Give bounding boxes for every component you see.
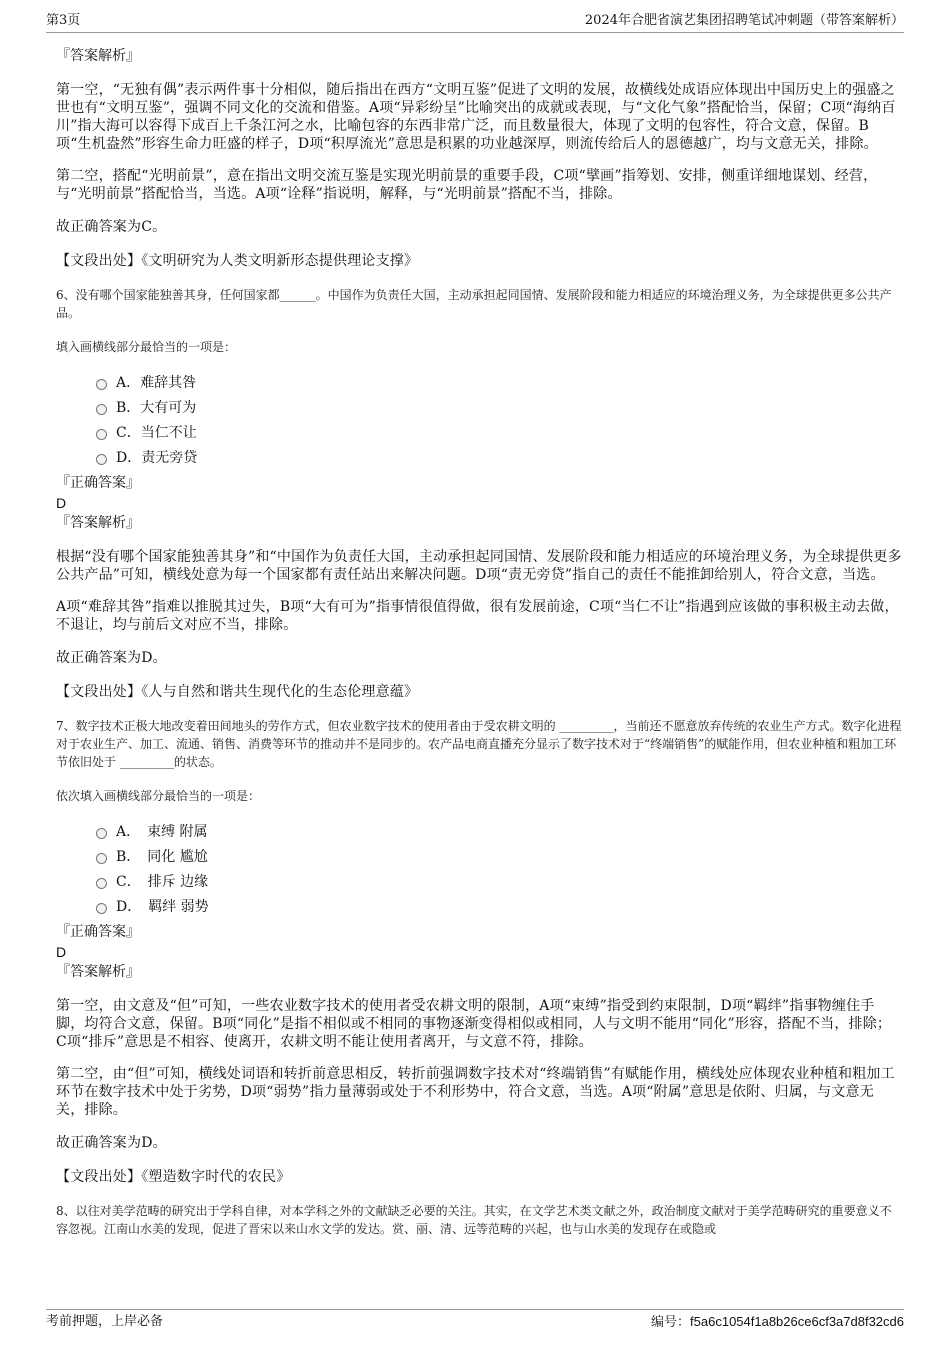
radio-icon[interactable] [96,454,107,465]
page-header [46,12,904,33]
radio-icon[interactable] [96,404,107,415]
analysis-paragraph: 第二空，由“但”可知，横线处词语和转折前意思相反，转折前强调数字技术对“终端销售”有赋能作用，横线处应体现农业种植和粗加工环节在数字技术中处于劣势，D项“弱势”指力量薄弱或处于不利形势中，符合文意，当选。A项“附属”意思是依附、归属，与文意无关，排除。 [56,1066,895,1118]
radio-icon[interactable] [96,878,107,889]
option-a[interactable]: A． 束缚 附属 [56,820,902,845]
conclusion: 故正确答案为D。 [56,650,167,666]
analysis-paragraph: A项“难辞其咎”指难以推脱其过失，B项“大有可为”指事情很值得做，很有发展前途，C项“当仁不让”指遇到应该做的事积极主动去做，不退让，均与前后文对应不当，排除。 [56,599,899,633]
radio-icon[interactable] [96,903,107,914]
question-stem: 8、以往对美学范畴的研究出于学科自律，对本学科之外的文献缺乏必要的关注。其实，在文学艺术类文献之外，政治制度文献对于美学范畴研究的重要意义不容忽视。江南山水美的发现，促进了晋宋以来山水文学的发达。赏、丽、清、远等范畴的兴起，也与山水美的发现存在或隐或 [56,1204,892,1236]
correct-answer-label: 『正确答案』 [56,475,140,491]
radio-icon[interactable] [96,379,107,390]
page-number: 第3页 [46,13,81,28]
correct-answer: D [56,944,67,960]
document-title: 2024年合肥省演艺集团招聘笔试冲刺题（带答案解析） [584,13,904,28]
analysis-label: 『答案解析』 [56,964,140,980]
source: 【文段出处】《人与自然和谐共生现代化的生态伦理意蕴》 [56,684,419,700]
source: 【文段出处】《塑造数字时代的农民》 [56,1169,291,1185]
page-footer [46,1309,904,1332]
correct-answer-label: 『正确答案』 [56,924,140,940]
question-stem: 6、没有哪个国家能独善其身，任何国家都______。中国作为负责任大国，主动承担起同国情、发展阶段和能力相适应的环境治理义务，为全球提供更多公共产品。 [56,288,892,320]
question-prompt: 填入画横线部分最恰当的一项是： [56,340,237,354]
page-content [56,40,902,1238]
document-code: 编号：f5a6c1054f1a8b26ce6cf3a7d8f32cd6 [651,1314,904,1330]
radio-icon[interactable] [96,853,107,864]
option-b[interactable]: B．大有可为 [56,396,902,421]
option-a[interactable]: A．难辞其咎 [56,371,902,396]
option-b[interactable]: B． 同化 尴尬 [56,845,902,870]
analysis-label: 『答案解析』 [56,48,140,64]
analysis-paragraph: 第二空，搭配“光明前景”，意在指出文明交流互鉴是实现光明前景的重要手段，C项“擘画”指筹划、安排，侧重详细地谋划、经营，与“光明前景”搭配恰当，当选。A项“诠释”指说明，解释，与“光明前景”搭配不当，排除。 [56,168,878,202]
question-prompt: 依次填入画横线部分最恰当的一项是： [56,789,261,803]
conclusion: 故正确答案为D。 [56,1135,167,1151]
option-c[interactable]: C．当仁不让 [56,421,902,446]
footer-slogan: 考前押题，上岸必备 [46,1314,164,1329]
radio-icon[interactable] [96,828,107,839]
option-d[interactable]: D．责无旁贷 [56,446,902,471]
radio-icon[interactable] [96,429,107,440]
option-d[interactable]: D． 羁绊 弱势 [56,895,902,920]
options-list [56,820,902,920]
analysis-paragraph: 第一空，“无独有偶”表示两件事十分相似，随后指出在西方“文明互鉴”促进了文明的发展，故横线处成语应体现出中国历史上的强盛之世也有“文明互鉴”，强调不同文化的交流和借鉴。A项“异彩纷呈”比喻突出的成就或表现，与“文化气象”搭配恰当，保留；C项“海纳百川”指大海可以容得下成百上千条江河之水，比喻包容的东西非常广泛，而且数量很大，体现了文明的包容性，符合文意，保留。B项“生机盎然”形容生命力旺盛的样子，D项“积厚流光”意思是积累的功业越深厚，则流传给后人的恩德越广，均与文意无关，排除。 [56,82,896,152]
correct-answer: D [56,495,67,511]
question-stem: 7、数字技术正极大地改变着田间地头的劳作方式，但农业数字技术的使用者由于受农耕文明的 _________，当前还不愿意放弃传统的农业生产方式。数字化进程对于农业生产、加工、流通、销售、消费等环节的推动并不是同步的。农产品电商直播充分显示了数字技术对于“终端销售”的赋能作用，但农业种植和粗加工环节依旧处于 _________的状态。 [56,719,902,769]
options-list [56,371,902,471]
source: 【文段出处】《文明研究为人类文明新形态提供理论支撑》 [56,253,419,269]
conclusion: 故正确答案为C。 [56,219,167,235]
analysis-paragraph: 第一空，由文意及“但”可知，一些农业数字技术的使用者受农耕文明的限制，A项“束缚”指受到约束限制，D项“羁绊”指事物缠住手脚，均符合文意，保留。B项“同化”是指不相似或不相同的事物逐渐变得相似或相同，人与文明不能用“同化”形容，搭配不当，排除；C项“排斥”意思是不相容、使离开，农耕文明不能让使用者离开，与文意不符，排除。 [56,998,892,1050]
analysis-paragraph: 根据“没有哪个国家能独善其身”和“中国作为负责任大国，主动承担起同国情、发展阶段和能力相适应的环境治理义务，为全球提供更多公共产品”可知，横线处意为每一个国家都有责任站出来解决问题。D项“责无旁贷”指自己的责任不能推卸给别人，符合文意，当选。 [56,549,902,583]
option-c[interactable]: C． 排斥 边缘 [56,870,902,895]
analysis-label: 『答案解析』 [56,515,140,531]
